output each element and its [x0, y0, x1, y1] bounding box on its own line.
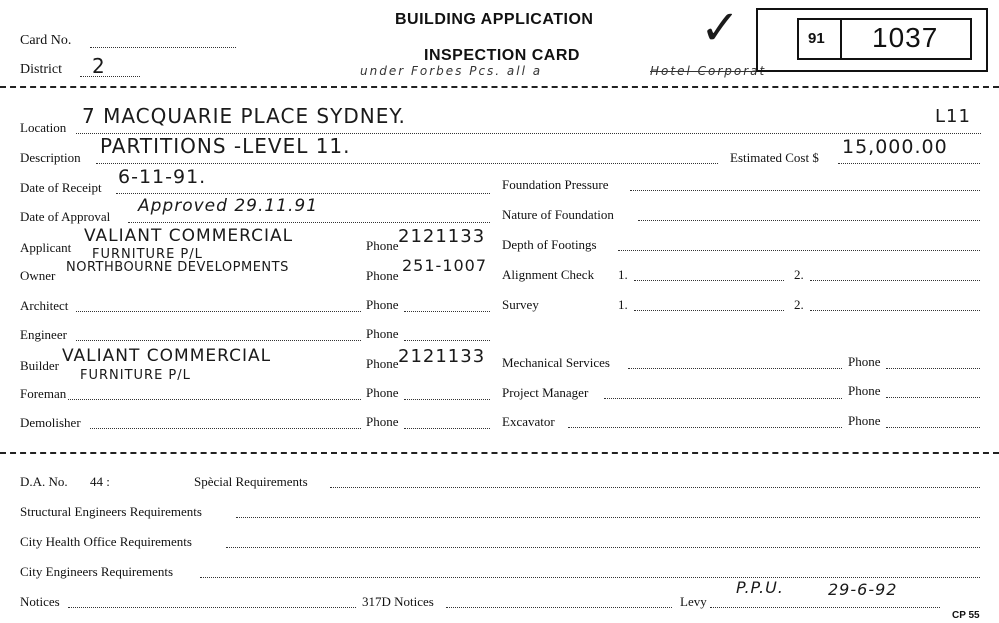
owner-phone-label: Phone [366, 268, 399, 283]
estimated-cost-label: Estimated Cost $ [730, 150, 819, 165]
foundation-pressure-line [630, 190, 980, 191]
applicant-value: VALIANT COMMERCIAL [84, 226, 294, 246]
architect-line [76, 311, 361, 312]
estimated-cost-value: 15,000.00 [842, 136, 948, 158]
card-number-inner-top [797, 18, 972, 20]
foreman-line [68, 399, 361, 400]
demolisher-line [90, 428, 361, 429]
survey-label: Survey [502, 297, 539, 312]
district-line [80, 76, 140, 77]
levy-value: P.P.U. [736, 578, 784, 597]
mechanical-phone-label: Phone [848, 354, 881, 369]
card-number-inner-bottom [797, 58, 972, 60]
structural-requirements-line [236, 517, 980, 518]
survey-2-line [810, 310, 980, 311]
top-separator [0, 86, 999, 88]
nature-foundation-label: Nature of Foundation [502, 207, 614, 222]
location-level: L11 [935, 106, 971, 127]
description-label: Description [20, 150, 81, 165]
depth-footings-label: Depth of Footings [502, 237, 597, 252]
nature-foundation-line [638, 220, 980, 221]
date-receipt-line [116, 193, 490, 194]
check-mark: ✓ [700, 0, 741, 56]
alignment-check-label: Alignment Check [502, 267, 595, 282]
engineer-phone-label: Phone [366, 326, 399, 341]
date-receipt-label: Date of Receipt [20, 180, 102, 195]
applicant-label: Applicant [20, 240, 72, 255]
project-manager-label: Project Manager [502, 385, 589, 400]
mechanical-services-line [628, 368, 842, 369]
special-requirements-label: Spècial Requirements [194, 474, 308, 489]
foreman-phone-line [404, 399, 490, 400]
levy-line [710, 607, 940, 608]
survey-2-label: 2. [794, 297, 804, 312]
levy-date: 29-6-92 [828, 580, 898, 599]
da-no-label: D.A. No. [20, 474, 68, 489]
city-engineers-line [200, 577, 980, 578]
architect-label: Architect [20, 298, 69, 313]
district-value: 2 [92, 54, 106, 78]
card-title-line2: INSPECTION CARD [424, 47, 580, 64]
excavator-label: Excavator [502, 414, 555, 429]
foreman-phone-label: Phone [366, 385, 399, 400]
location-value: 7 MACQUARIE PLACE SYDNEY. [82, 104, 406, 128]
card-number-divider-2 [840, 18, 842, 60]
foundation-pressure-label: Foundation Pressure [502, 177, 609, 192]
alignment-check-1-line [634, 280, 784, 281]
excavator-phone-line [886, 427, 980, 428]
builder-value: VALIANT COMMERCIAL [62, 346, 272, 366]
date-receipt-value: 6-11-91. [118, 166, 207, 188]
location-label: Location [20, 120, 67, 135]
form-code: CP 55 [952, 610, 980, 621]
survey-1-line [634, 310, 784, 311]
da-no-value: 44 : [90, 474, 110, 489]
applicant-value-line2: FURNITURE P/L [92, 247, 203, 262]
excavator-line [568, 427, 842, 428]
builder-phone-value: 2121133 [398, 346, 486, 367]
survey-1-label: 1. [618, 297, 628, 312]
levy-label: Levy [680, 594, 707, 609]
district-label: District [20, 62, 62, 77]
demolisher-phone-line [404, 428, 490, 429]
special-requirements-line [330, 487, 980, 488]
project-manager-phone-line [886, 397, 980, 398]
architect-phone-line [404, 311, 490, 312]
alignment-check-1-label: 1. [618, 267, 628, 282]
structural-requirements-label: Structural Engineers Requirements [20, 504, 202, 519]
middle-separator [0, 452, 999, 454]
estimated-cost-line [838, 163, 980, 164]
owner-label: Owner [20, 268, 56, 283]
owner-phone-value: 251-1007 [402, 256, 488, 275]
engineer-phone-line [404, 340, 490, 341]
date-approval-label: Date of Approval [20, 209, 111, 224]
card-year: 91 [808, 30, 825, 47]
card-number: 1037 [872, 22, 939, 53]
project-manager-line [604, 398, 842, 399]
owner-value: NORTHBOURNE DEVELOPMENTS [66, 260, 289, 275]
card-number-divider-1 [797, 18, 799, 60]
date-approval-line [128, 222, 490, 223]
description-value: PARTITIONS -LEVEL 11. [100, 134, 351, 158]
demolisher-label: Demolisher [20, 415, 81, 430]
notices-317d-line [446, 607, 672, 608]
card-title-line1: BUILDING APPLICATION [395, 11, 594, 28]
alignment-check-2-label: 2. [794, 267, 804, 282]
demolisher-phone-label: Phone [366, 414, 399, 429]
builder-phone-label: Phone [366, 356, 399, 371]
mechanical-services-label: Mechanical Services [502, 355, 610, 370]
notices-line [68, 607, 356, 608]
engineer-label: Engineer [20, 327, 67, 342]
architect-phone-label: Phone [366, 297, 399, 312]
project-manager-phone-label: Phone [848, 383, 881, 398]
card-number-inner-right [970, 18, 972, 60]
builder-label: Builder [20, 358, 59, 373]
foreman-label: Foreman [20, 386, 67, 401]
applicant-phone-value: 2121133 [398, 226, 486, 247]
engineer-line [76, 340, 361, 341]
health-requirements-line [226, 547, 980, 548]
applicant-phone-label: Phone [366, 238, 399, 253]
depth-footings-line [618, 250, 980, 251]
struck-note: Hotel Corporat [650, 64, 767, 78]
card-no-line [90, 47, 236, 48]
alignment-check-2-line [810, 280, 980, 281]
builder-value-line2: FURNITURE P/L [80, 368, 191, 383]
city-engineers-label: City Engineers Requirements [20, 564, 174, 579]
excavator-phone-label: Phone [848, 413, 881, 428]
notices-label: Notices [20, 594, 60, 609]
mechanical-phone-line [886, 368, 980, 369]
handwritten-note: under Forbes Pcs. all a [360, 64, 543, 78]
health-requirements-label: City Health Office Requirements [20, 534, 192, 549]
card-no-label: Card No. [20, 33, 72, 48]
notices-317d-label: 317D Notices [362, 594, 434, 609]
description-line [96, 163, 718, 164]
date-approval-value: Approved 29.11.91 [138, 196, 319, 216]
